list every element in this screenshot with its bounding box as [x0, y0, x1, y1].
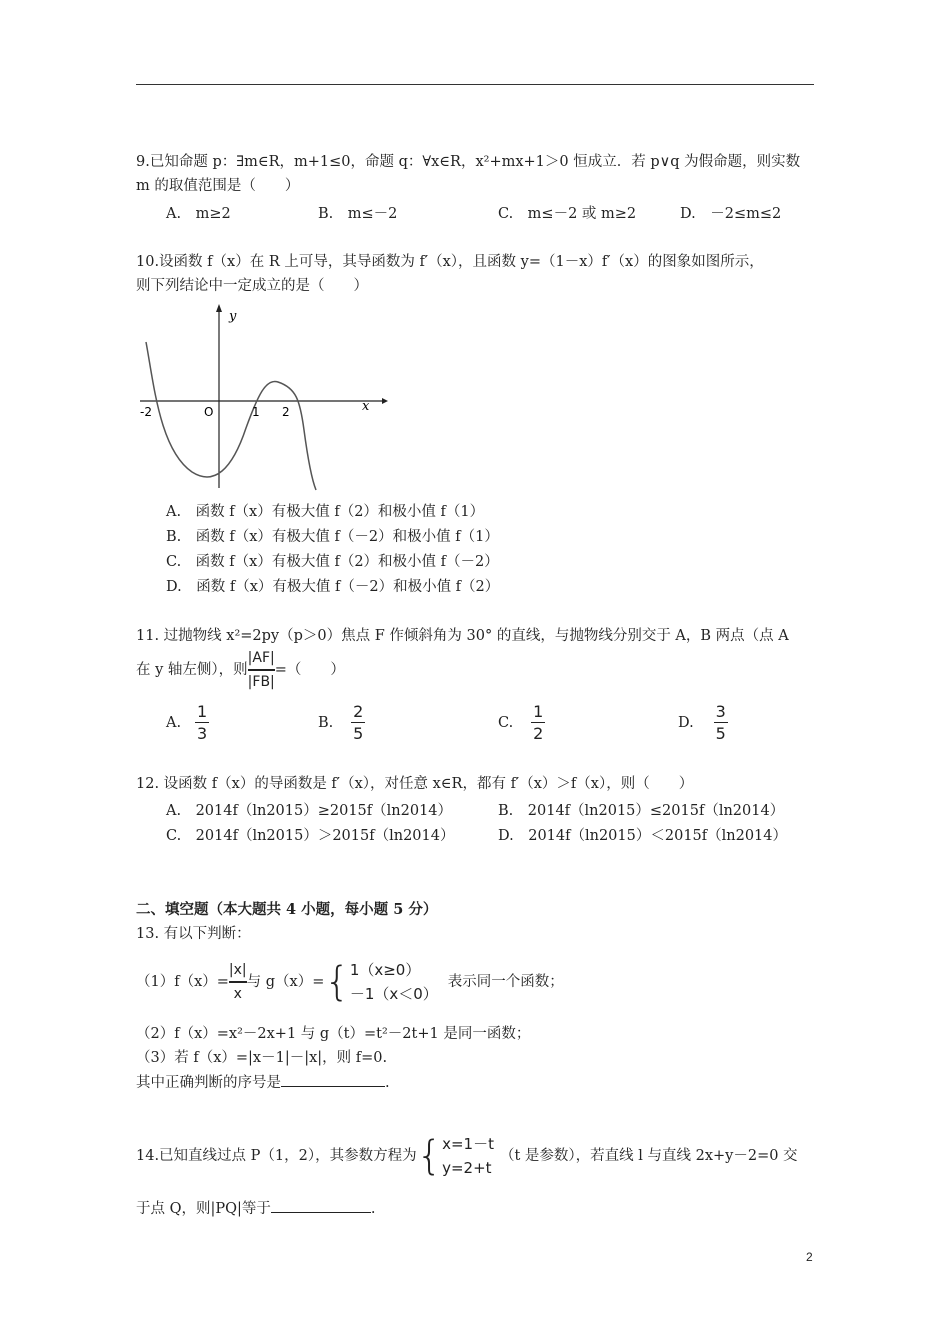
answer-blank[interactable]: [281, 1072, 385, 1087]
q10-line2: 则下列结论中一定成立的是（ ）: [136, 278, 368, 294]
q10-option-b: B. 函数 f（x）有极大值 f（－2）和极小值 f（1）: [166, 529, 499, 545]
q9-line1: 9.已知命题 p：∃m∈R，m+1≤0，命题 q：∀x∈R，x²+mx+1＞0 恒成立．若 p∨q 为假命题，则实数: [136, 154, 801, 170]
y-axis-arrow-icon: [216, 304, 222, 312]
q11-line2-pre: 在 y 轴左侧），则: [136, 661, 248, 678]
page-number: 2: [806, 1250, 813, 1264]
q11-option-d: [678, 702, 728, 743]
q12-option-a: A. 2014f（ln2015）≥2015f（ln2014）: [166, 803, 453, 819]
origin-label: O: [204, 405, 214, 419]
q11-option-b: [318, 702, 365, 743]
fraction-bar: [229, 981, 247, 983]
case-1: 1（x≥0）: [349, 961, 421, 979]
q11-option-a: [166, 702, 209, 743]
q13-question-end: .: [385, 1075, 390, 1091]
fraction-bar: [531, 722, 545, 723]
q10-option-c: C. 函数 f（x）有极大值 f（2）和极小值 f（－2）: [166, 554, 499, 570]
tick-label-neg2: -2: [140, 405, 152, 419]
q14-end: .: [370, 1201, 376, 1217]
case-2: －1（x＜0）: [349, 985, 438, 1003]
tick-label-1: 1: [252, 405, 260, 419]
x-axis-label: x: [362, 399, 370, 414]
y-axis-label: y: [229, 309, 237, 324]
fraction-bar: [351, 722, 365, 723]
x-axis-arrow-icon: [382, 398, 388, 404]
q10-line1: 10.设函数 f（x）在 R 上可导，其导函数为 f′（x），且函数 y=（1－x）f′（x）的图象如图所示，: [136, 254, 764, 270]
q10-function-graph: [136, 300, 396, 500]
q11-option-c: [498, 702, 545, 743]
denominator: 5: [353, 724, 364, 743]
answer-blank[interactable]: [271, 1198, 371, 1213]
q9-option-b: B. m≤－2: [318, 206, 398, 222]
option-fraction: [195, 702, 209, 743]
q11-line1: 11. 过抛物线 x²=2py（p＞0）焦点 F 作倾斜角为 30° 的直线，与抛物线分别交于 A，B 两点（点 A: [136, 628, 789, 644]
numerator: 2: [353, 702, 364, 721]
option-fraction: [531, 702, 545, 743]
fraction-bar: [195, 722, 209, 723]
q13-item3: （3）若 f（x）=|x－1|－|x|，则 f=0.: [136, 1050, 388, 1066]
q14-line2-text: 于点 Q，则|PQ|等于: [136, 1201, 271, 1217]
q11-ratio-fraction: [248, 648, 275, 692]
left-brace-icon: {: [324, 959, 350, 1005]
q10-option-d: D. 函数 f（x）有极大值 f（－2）和极小值 f（2）: [166, 579, 500, 595]
q13-item1-post: 表示同一个函数；: [447, 974, 564, 990]
q13-item1-mid: 与 g（x）=: [246, 974, 325, 990]
numerator: |x|: [228, 962, 247, 979]
q9-line2: m 的取值范围是（ ）: [136, 178, 300, 194]
q13-item2: （2）f（x）=x²－2x+1 与 g（t）=t²－2t+1 是同一函数；: [136, 1026, 531, 1042]
q11-line2-post: =（ ）: [274, 661, 345, 678]
numerator: 3: [715, 702, 726, 721]
q14-line1: [136, 1128, 798, 1184]
q11-ratio-denominator: |FB|: [247, 673, 275, 690]
section-heading: 二、填空题（本大题共 4 小题，每小题 5 分）: [136, 901, 438, 918]
option-label: C.: [498, 714, 514, 731]
fraction-bar: [714, 722, 728, 723]
option-label: A.: [166, 714, 182, 731]
q13-intro: 13. 有以下判断：: [136, 926, 251, 942]
q13-piecewise-cases: [350, 958, 438, 1006]
q9-option-d: D. －2≤m≤2: [680, 206, 782, 222]
case-2: y=2+t: [442, 1159, 492, 1177]
q13-question: [136, 1072, 390, 1093]
numerator: 1: [533, 702, 544, 721]
denominator: x: [233, 985, 242, 1002]
denominator: 3: [197, 724, 208, 743]
q12-line1: 12. 设函数 f（x）的导函数是 f′（x），对任意 x∈R，都有 f′（x）＞f（x），则（ ）: [136, 776, 694, 792]
header-rule: [136, 84, 814, 85]
q10-option-a: A. 函数 f（x）有极大值 f（2）和极小值 f（1）: [166, 504, 485, 520]
q14-line2: [136, 1198, 376, 1219]
denominator: 2: [533, 724, 544, 743]
case-1: x=1－t: [442, 1135, 494, 1153]
q13-abs-fraction: [229, 960, 247, 1004]
q12-option-d: D. 2014f（ln2015）＜2015f（ln2014）: [498, 828, 788, 844]
q14-post: （t 是参数），若直线 l 与直线 2x+y－2=0 交: [499, 1148, 798, 1164]
q13-question-text: 其中正确判断的序号是: [136, 1075, 281, 1091]
q11-line2: [136, 648, 345, 692]
q12-option-b: B. 2014f（ln2015）≤2015f（ln2014）: [498, 803, 785, 819]
numerator: 1: [197, 702, 208, 721]
option-label: D.: [678, 714, 694, 731]
q9-option-c: C. m≤－2 或 m≥2: [498, 206, 637, 222]
q12-option-c: C. 2014f（ln2015）＞2015f（ln2014）: [166, 828, 455, 844]
q14-parametric-cases: [442, 1132, 494, 1180]
tick-label-2: 2: [282, 405, 290, 419]
denominator: 5: [715, 724, 726, 743]
fraction-bar: [248, 669, 275, 671]
q13-item1-pre: （1）f（x）=: [136, 974, 229, 990]
option-fraction: [714, 702, 728, 743]
curve: [146, 342, 316, 490]
q9-option-a: A. m≥2: [166, 206, 231, 222]
left-brace-icon: {: [416, 1133, 443, 1179]
option-fraction: [351, 702, 365, 743]
option-label: B.: [318, 714, 334, 731]
q14-pre: 14.已知直线过点 P（1，2），其参数方程为: [136, 1148, 417, 1164]
q11-ratio-numerator: |AF|: [247, 650, 275, 666]
q13-item1: [136, 956, 564, 1008]
